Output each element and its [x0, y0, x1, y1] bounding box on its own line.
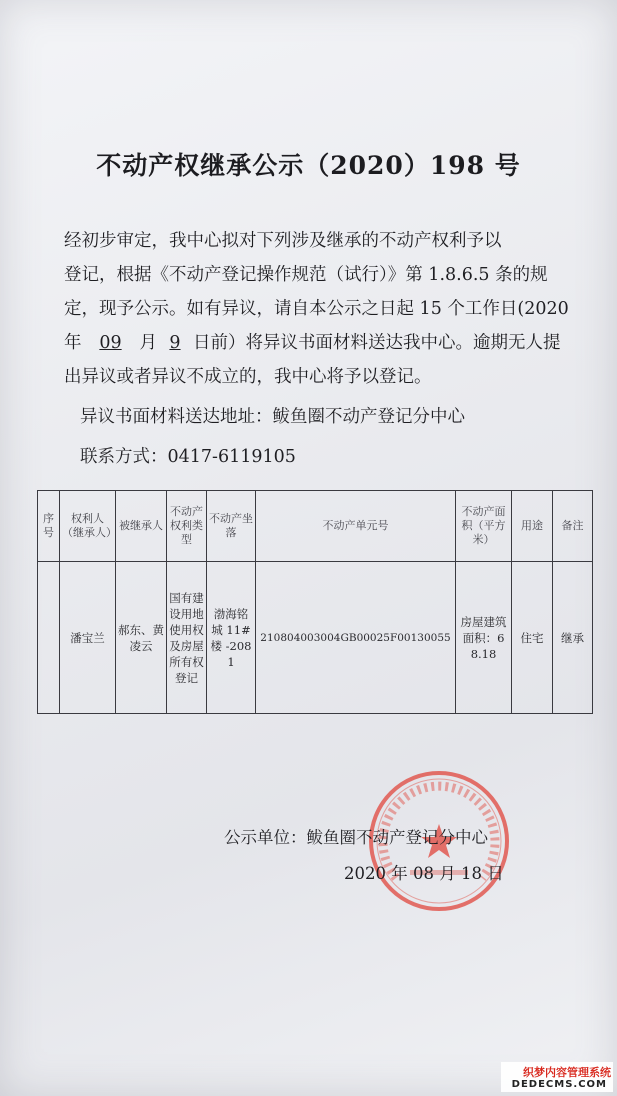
line4-month-suffix: 月 [139, 333, 157, 353]
paragraph-line-1: 经初步审定，我中心拟对下列涉及继承的不动产权利予以 [64, 231, 502, 251]
line4-rest: 日前）将异议书面材料送达我中心。逾期无人提 [193, 333, 561, 353]
header-right-type: 不动产权利类型 [167, 491, 207, 562]
watermark-title: 织梦内容管理系统 [523, 1066, 611, 1079]
header-decedent: 被继承人 [116, 491, 167, 562]
header-remark: 备注 [553, 491, 593, 562]
paragraph-line-4 [64, 328, 604, 359]
cell-remark: 继承 [553, 562, 593, 714]
header-usage: 用途 [512, 491, 553, 562]
publicity-table [37, 490, 593, 714]
header-unit-no: 不动产单元号 [256, 491, 456, 562]
cell-unit-no: 210804003004GB00025F00130055 [256, 562, 456, 714]
cell-right-type: 国有建设用地使用权及房屋所有权登记 [167, 562, 207, 714]
cell-area: 房屋建筑面积：68.18 [456, 562, 512, 714]
cell-holder: 潘宝兰 [60, 562, 116, 714]
contact-line: 联系方式：0417-6119105 [80, 447, 296, 467]
paragraph-line-2: 登记，根据《不动产登记操作规范（试行）》第 1.8.6.5 条的规 [64, 265, 548, 285]
paragraph-line-5: 出异议或者异议不成立的，我中心将予以登记。 [64, 367, 432, 387]
cell-usage: 住宅 [512, 562, 553, 714]
notice-title: 不动产权继承公示（2020）198 号 [96, 151, 521, 180]
table-row [38, 562, 593, 714]
paragraph-line-3: 定，现予公示。如有异议，请自本公示之日起 15 个工作日(2020 [64, 299, 569, 319]
cell-no [38, 562, 60, 714]
publish-date: 2020 年 08 月 18 日 [344, 864, 504, 883]
address-line: 异议书面材料送达地址：鲅鱼圈不动产登记分中心 [80, 407, 465, 427]
line4-prefix: 年 [64, 333, 82, 353]
table-header-row [38, 491, 593, 562]
publisher-line: 公示单位：鲅鱼圈不动产登记分中心 [224, 828, 488, 847]
watermark-url: DEDECMS.COM [511, 1079, 607, 1090]
header-holder: 权利人（继承人） [60, 491, 116, 562]
deadline-month: 09 [99, 333, 122, 353]
header-area: 不动产面积（平方米） [456, 491, 512, 562]
deadline-day: 9 [169, 333, 181, 353]
cell-decedent: 郝东、黄凌云 [116, 562, 167, 714]
header-no: 序号 [38, 491, 60, 562]
cell-location: 渤海铭城 11# 楼 -2081 [207, 562, 256, 714]
header-location: 不动产坐落 [207, 491, 256, 562]
